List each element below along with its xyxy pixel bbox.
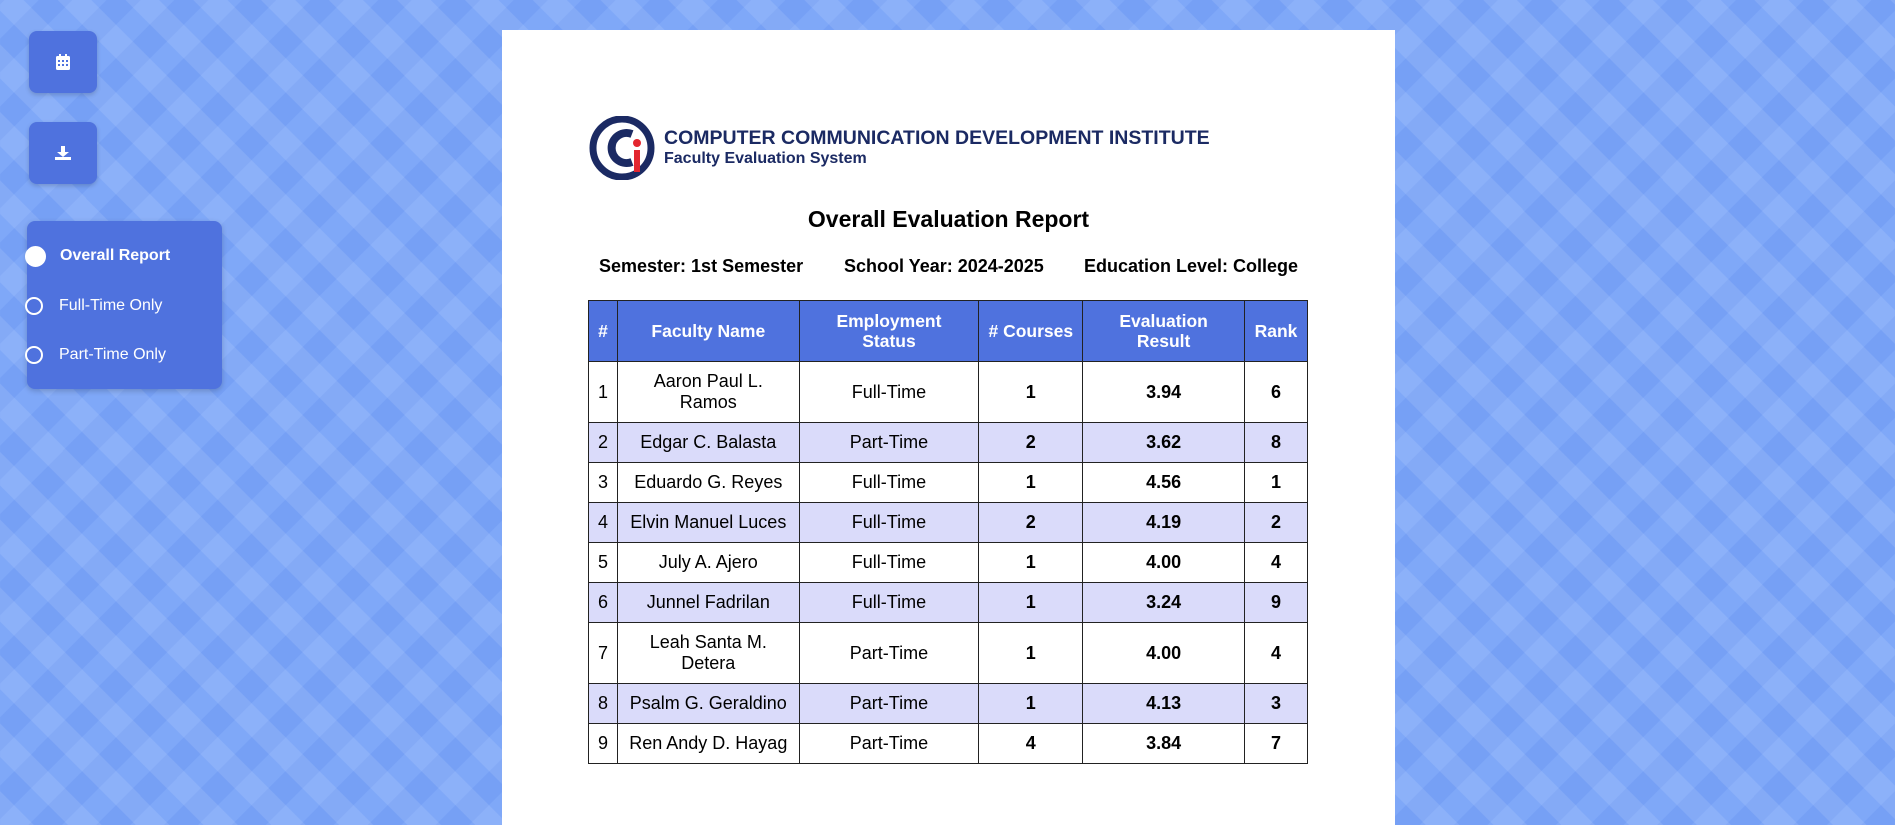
cell-courses: 1 [979, 463, 1083, 503]
cell-courses: 1 [979, 583, 1083, 623]
cell-index: 9 [589, 724, 618, 764]
cell-rank: 9 [1244, 583, 1307, 623]
education-level-label: Education Level: College [1084, 256, 1299, 276]
table-row [589, 623, 1308, 684]
cell-faculty-name: Leah Santa M. Detera [617, 623, 799, 684]
cell-index: 4 [589, 503, 618, 543]
column-header-courses: # Courses [979, 301, 1083, 362]
logo-title: COMPUTER COMMUNICATION DEVELOPMENT INSTITUTE [664, 127, 1210, 149]
cell-employment-status: Full-Time [799, 463, 979, 503]
cell-employment-status: Part-Time [799, 724, 979, 764]
semester-label: Semester: 1st Semester [599, 256, 804, 276]
cell-rank: 7 [1244, 724, 1307, 764]
cell-employment-status: Full-Time [799, 543, 979, 583]
filter-label: Part-Time Only [59, 346, 166, 363]
cell-rank: 4 [1244, 623, 1307, 684]
cell-employment-status: Full-Time [799, 503, 979, 543]
cell-index: 7 [589, 623, 618, 684]
cell-faculty-name: Junnel Fadrilan [617, 583, 799, 623]
cell-index: 8 [589, 684, 618, 724]
cell-faculty-name: Psalm G. Geraldino [617, 684, 799, 724]
column-header-number: # [589, 301, 618, 362]
table-header-row [589, 301, 1308, 362]
cell-evaluation-result: 4.00 [1083, 543, 1245, 583]
cell-faculty-name: July A. Ajero [617, 543, 799, 583]
cell-index: 6 [589, 583, 618, 623]
cell-courses: 1 [979, 623, 1083, 684]
column-header-rank: Rank [1244, 301, 1307, 362]
table-row [589, 463, 1308, 503]
filter-label: Full-Time Only [59, 297, 163, 314]
radio-unselected-icon [25, 346, 43, 364]
evaluation-table [588, 300, 1308, 764]
cell-rank: 1 [1244, 463, 1307, 503]
cell-courses: 2 [979, 503, 1083, 543]
filter-full-time-only[interactable] [25, 293, 162, 319]
report-document [502, 30, 1395, 825]
table-row [589, 684, 1308, 724]
calendar-icon [56, 54, 70, 70]
cell-evaluation-result: 3.24 [1083, 583, 1245, 623]
cell-evaluation-result: 3.94 [1083, 362, 1245, 423]
cell-evaluation-result: 4.00 [1083, 623, 1245, 684]
school-year-label: School Year: 2024-2025 [844, 256, 1044, 276]
cell-faculty-name: Edgar C. Balasta [617, 423, 799, 463]
column-header-faculty-name: Faculty Name [617, 301, 799, 362]
cell-faculty-name: Elvin Manuel Luces [617, 503, 799, 543]
cell-faculty-name: Aaron Paul L. Ramos [617, 362, 799, 423]
cell-faculty-name: Ren Andy D. Hayag [617, 724, 799, 764]
cell-employment-status: Full-Time [799, 362, 979, 423]
cell-evaluation-result: 4.19 [1083, 503, 1245, 543]
ccdi-logo-icon [588, 116, 660, 180]
cell-rank: 3 [1244, 684, 1307, 724]
cell-evaluation-result: 3.84 [1083, 724, 1245, 764]
table-row [589, 362, 1308, 423]
cell-rank: 6 [1244, 362, 1307, 423]
cell-rank: 8 [1244, 423, 1307, 463]
cell-faculty-name: Eduardo G. Reyes [617, 463, 799, 503]
cell-employment-status: Full-Time [799, 583, 979, 623]
column-header-employment-status: Employment Status [799, 301, 979, 362]
cell-courses: 1 [979, 684, 1083, 724]
cell-courses: 1 [979, 362, 1083, 423]
column-header-evaluation-result: Evaluation Result [1083, 301, 1245, 362]
radio-unselected-icon [25, 297, 43, 315]
cell-evaluation-result: 4.13 [1083, 684, 1245, 724]
cell-index: 3 [589, 463, 618, 503]
download-button[interactable] [29, 122, 97, 184]
cell-index: 1 [589, 362, 618, 423]
table-row [589, 543, 1308, 583]
filter-overall-report[interactable] [25, 243, 170, 269]
institute-logo [588, 116, 1210, 180]
cell-evaluation-result: 3.62 [1083, 423, 1245, 463]
cell-employment-status: Part-Time [799, 423, 979, 463]
cell-rank: 4 [1244, 543, 1307, 583]
cell-index: 2 [589, 423, 618, 463]
filter-part-time-only[interactable] [25, 342, 166, 368]
cell-rank: 2 [1244, 503, 1307, 543]
logo-subtitle: Faculty Evaluation System [664, 150, 867, 167]
radio-selected-icon [25, 246, 46, 267]
filter-label: Overall Report [60, 247, 171, 264]
cell-employment-status: Part-Time [799, 684, 979, 724]
table-row [589, 503, 1308, 543]
report-title: Overall Evaluation Report [807, 206, 1090, 232]
cell-index: 5 [589, 543, 618, 583]
table-row [589, 423, 1308, 463]
download-icon [55, 146, 71, 160]
cell-courses: 2 [979, 423, 1083, 463]
table-row [589, 724, 1308, 764]
calendar-button[interactable] [29, 31, 97, 93]
cell-courses: 4 [979, 724, 1083, 764]
cell-employment-status: Part-Time [799, 623, 979, 684]
cell-courses: 1 [979, 543, 1083, 583]
cell-evaluation-result: 4.56 [1083, 463, 1245, 503]
table-row [589, 583, 1308, 623]
